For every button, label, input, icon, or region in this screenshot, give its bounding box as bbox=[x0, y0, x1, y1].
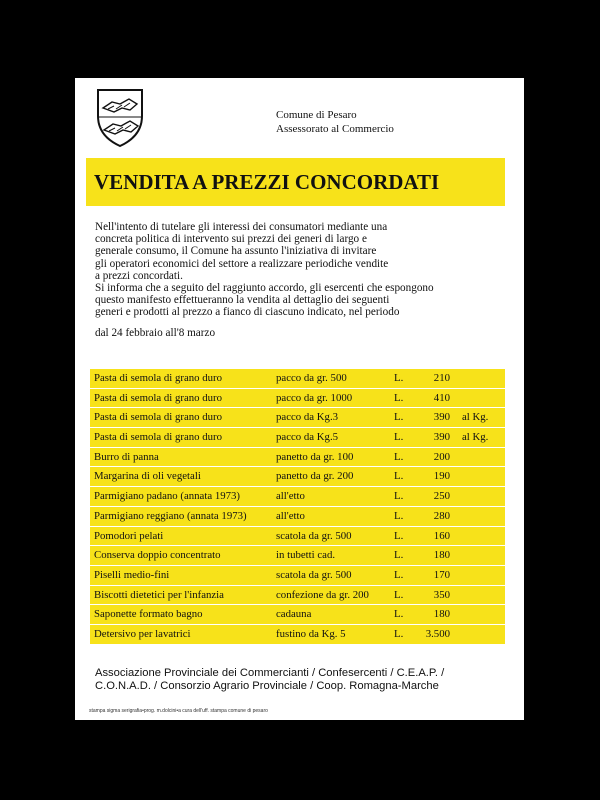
product-package: pacco da gr. 1000 bbox=[276, 391, 353, 404]
table-row bbox=[90, 566, 505, 586]
product-name: Margarina di oli vegetali bbox=[94, 470, 201, 483]
product-price: 210 bbox=[433, 372, 450, 384]
product-price: 200 bbox=[433, 450, 450, 463]
table-row bbox=[90, 605, 505, 625]
table-row bbox=[90, 546, 505, 566]
associations-line: C.O.N.A.D. / Consorzio Agrario Provinciale / Coop. Romagna-Marche bbox=[95, 680, 439, 692]
table-row bbox=[90, 487, 505, 507]
page-title: VENDITA A PREZZI CONCORDATI bbox=[94, 170, 440, 194]
product-package: confezione da gr. 200 bbox=[276, 588, 369, 601]
product-price: 350 bbox=[433, 588, 450, 601]
product-price: 180 bbox=[433, 608, 450, 621]
currency-label: L. bbox=[394, 529, 404, 542]
associations-footer bbox=[95, 667, 505, 693]
intro-line: a prezzi concordati. bbox=[95, 269, 183, 282]
price-table bbox=[90, 369, 505, 645]
currency-label: L. bbox=[394, 608, 404, 621]
intro-line: questo manifesto effettueranno la vendita al dettaglio dei seguenti bbox=[95, 294, 390, 307]
product-package: scatola da gr. 500 bbox=[276, 529, 352, 542]
product-name: Conserva doppio concentrato bbox=[94, 549, 221, 562]
product-name: Piselli medio-fini bbox=[94, 568, 170, 581]
currency-label: L. bbox=[394, 431, 404, 444]
intro-line: concreta politica di intervento sui prezzi dei generi di largo e bbox=[95, 233, 367, 246]
product-price: 250 bbox=[433, 490, 450, 503]
table-row bbox=[90, 408, 505, 428]
intro-paragraph bbox=[95, 221, 505, 319]
product-package: panetto da gr. 200 bbox=[276, 470, 354, 483]
price-unit: al Kg. bbox=[462, 431, 489, 444]
product-name: Pasta di semola di grano duro bbox=[94, 411, 223, 424]
currency-label: L. bbox=[394, 411, 404, 424]
table-row bbox=[90, 625, 505, 645]
product-package: pacco da Kg.5 bbox=[276, 431, 339, 444]
product-package: scatola da gr. 500 bbox=[276, 568, 352, 581]
product-package: all'etto bbox=[276, 490, 305, 503]
product-price: 180 bbox=[433, 549, 450, 562]
currency-label: L. bbox=[394, 549, 404, 562]
currency-label: L. bbox=[394, 470, 404, 483]
product-name: Parmigiano padano (annata 1973) bbox=[94, 490, 241, 503]
product-price: 160 bbox=[433, 529, 450, 542]
intro-line: Nell'intento di tutelare gli interessi dei consumatori mediante una bbox=[95, 221, 388, 233]
table-row bbox=[90, 507, 505, 527]
product-price: 280 bbox=[433, 509, 450, 522]
currency-label: L. bbox=[394, 627, 404, 640]
office-heading bbox=[276, 108, 394, 136]
product-name: Pasta di semola di grano duro bbox=[94, 391, 223, 404]
product-name: Pasta di semola di grano duro bbox=[94, 431, 223, 444]
table-row bbox=[90, 369, 505, 389]
product-name: Pomodori pelati bbox=[94, 529, 164, 542]
table-row bbox=[90, 467, 505, 487]
handshake-crest-icon bbox=[94, 86, 146, 148]
currency-label: L. bbox=[394, 490, 404, 503]
product-package: pacco da Kg.3 bbox=[276, 411, 339, 424]
product-package: pacco da gr. 500 bbox=[276, 372, 347, 384]
product-package: panetto da gr. 100 bbox=[276, 450, 354, 463]
currency-label: L. bbox=[394, 588, 404, 601]
product-name: Detersivo per lavatrici bbox=[94, 627, 191, 640]
office-line-comune: Comune di Pesaro bbox=[276, 109, 357, 121]
intro-line: Si informa che a seguito del raggiunto accordo, gli esercenti che espongono bbox=[95, 282, 434, 295]
table-row bbox=[90, 448, 505, 468]
table-row bbox=[90, 389, 505, 409]
currency-label: L. bbox=[394, 450, 404, 463]
product-price: 3.500 bbox=[425, 627, 450, 640]
office-line-assessorato: Assessorato al Commercio bbox=[276, 123, 394, 135]
table-row bbox=[90, 586, 505, 606]
title-banner bbox=[86, 158, 505, 206]
price-unit: al Kg. bbox=[462, 411, 489, 424]
product-name: Saponette formato bagno bbox=[94, 608, 203, 621]
intro-line: gli operatori economici del settore a realizzare periodiche vendite bbox=[95, 257, 389, 270]
intro-line: generi e prodotti al prezzo a fianco di ciascuno indicato, nel periodo bbox=[95, 306, 400, 319]
product-package: all'etto bbox=[276, 509, 305, 522]
product-price: 390 bbox=[433, 411, 450, 424]
product-package: fustino da Kg. 5 bbox=[276, 627, 346, 640]
printer-imprint: stampa sigma serigrafia•prog. m.dolcini•a cura dell'uff. stampa comune di pesaro bbox=[89, 708, 268, 714]
currency-label: L. bbox=[394, 568, 404, 581]
currency-label: L. bbox=[394, 372, 404, 384]
product-price: 390 bbox=[433, 431, 450, 444]
product-price: 410 bbox=[433, 391, 450, 404]
product-name: Burro di panna bbox=[94, 450, 159, 463]
product-price: 190 bbox=[433, 470, 450, 483]
product-name: Pasta di semola di grano duro bbox=[94, 372, 223, 384]
poster-sheet bbox=[75, 78, 524, 720]
sale-period: dal 24 febbraio all'8 marzo bbox=[95, 327, 216, 339]
product-package: cadauna bbox=[276, 608, 312, 621]
product-name: Biscotti dietetici per l'infanzia bbox=[94, 588, 224, 601]
table-row bbox=[90, 428, 505, 448]
currency-label: L. bbox=[394, 509, 404, 522]
product-package: in tubetti cad. bbox=[276, 549, 336, 562]
associations-line: Associazione Provinciale dei Commercianti / Confesercenti / C.E.A.P. / bbox=[95, 667, 445, 679]
product-name: Parmigiano reggiano (annata 1973) bbox=[94, 509, 247, 522]
table-row bbox=[90, 527, 505, 547]
currency-label: L. bbox=[394, 391, 404, 404]
intro-line: generale consumo, il Comune ha assunto l'iniziativa di invitare bbox=[95, 245, 377, 258]
product-price: 170 bbox=[433, 568, 450, 581]
